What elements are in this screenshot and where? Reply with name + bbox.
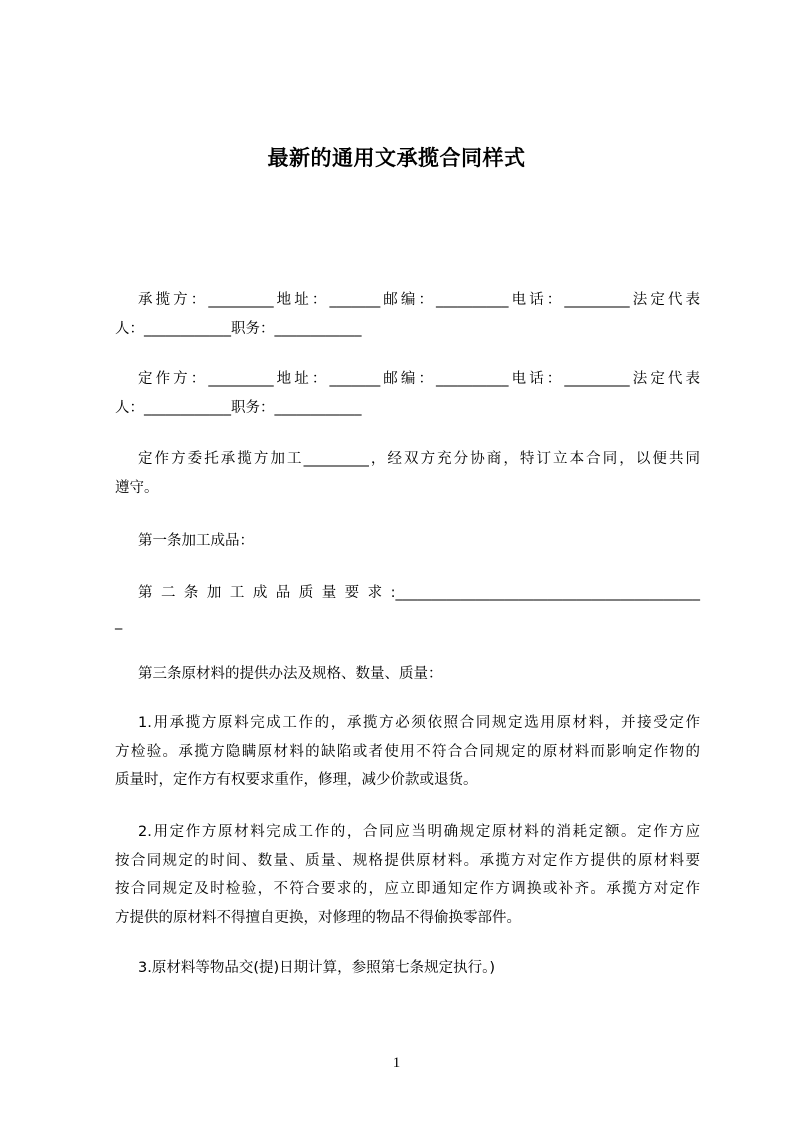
text-line: 定作方委托承揽方加工_________，经双方充分协商，特订立本合同，以便共同 <box>138 451 700 467</box>
text-line: _ <box>115 613 123 630</box>
text-line: 第二条加工成品质量要求:__________________________________________ <box>138 585 700 601</box>
text-line: 方检验。承揽方隐瞒原材料的缺陷或者使用不符合合同规定的原材料而影响定作物的 <box>115 743 700 760</box>
text-line: 定作方：_________地址：_______邮编：__________电话：_________法定代表 <box>138 371 700 387</box>
page-number: 1 <box>392 1055 401 1071</box>
client-info-paragraph <box>115 365 700 422</box>
text-line: 人：____________职务：____________ <box>115 399 362 416</box>
document-title: 最新的通用文承揽合同样式 <box>267 146 526 170</box>
text-line: 第一条加工成品： <box>138 533 254 549</box>
text-line: 按合同规定及时检验，不符合要求的，应立即通知定作方调换或补齐。承揽方对定作 <box>115 881 700 897</box>
text-line: 遵守。 <box>115 479 159 496</box>
text-line: 第三条原材料的提供办法及规格、数量、质量： <box>138 666 443 682</box>
text-line: 承揽方：_________地址：_______邮编：__________电话：_________法定代表 <box>138 292 700 308</box>
text-line: 质量时，定作方有权要求重作，修理，减少价款或退货。 <box>115 772 478 788</box>
contractor-info-paragraph <box>115 286 700 343</box>
text-line: 按合同规定的时间、数量、质量、规格提供原材料。承揽方对定作方提供的原材料要 <box>115 852 700 869</box>
article-3-heading <box>115 660 700 689</box>
clause-3-2-paragraph <box>115 818 700 932</box>
clause-3-1-paragraph <box>115 709 700 795</box>
text-line: 1.用承揽方原料完成工作的，承揽方必须依照合同规定选用原材料，并接受定作 <box>138 715 700 731</box>
article-1-heading <box>115 527 700 556</box>
clause-3-3-paragraph <box>115 954 700 983</box>
article-2-paragraph <box>115 579 700 636</box>
text-line: 方提供的原材料不得擅自更换，对修理的物品不得偷换零部件。 <box>115 909 521 926</box>
text-line: 人：____________职务：____________ <box>115 320 362 337</box>
text-line: 2.用定作方原材料完成工作的，合同应当明确规定原材料的消耗定额。定作方应 <box>138 824 700 840</box>
text-line: 3.原材料等物品交(提)日期计算，参照第七条规定执行。) <box>138 960 496 976</box>
intro-paragraph <box>115 445 700 502</box>
